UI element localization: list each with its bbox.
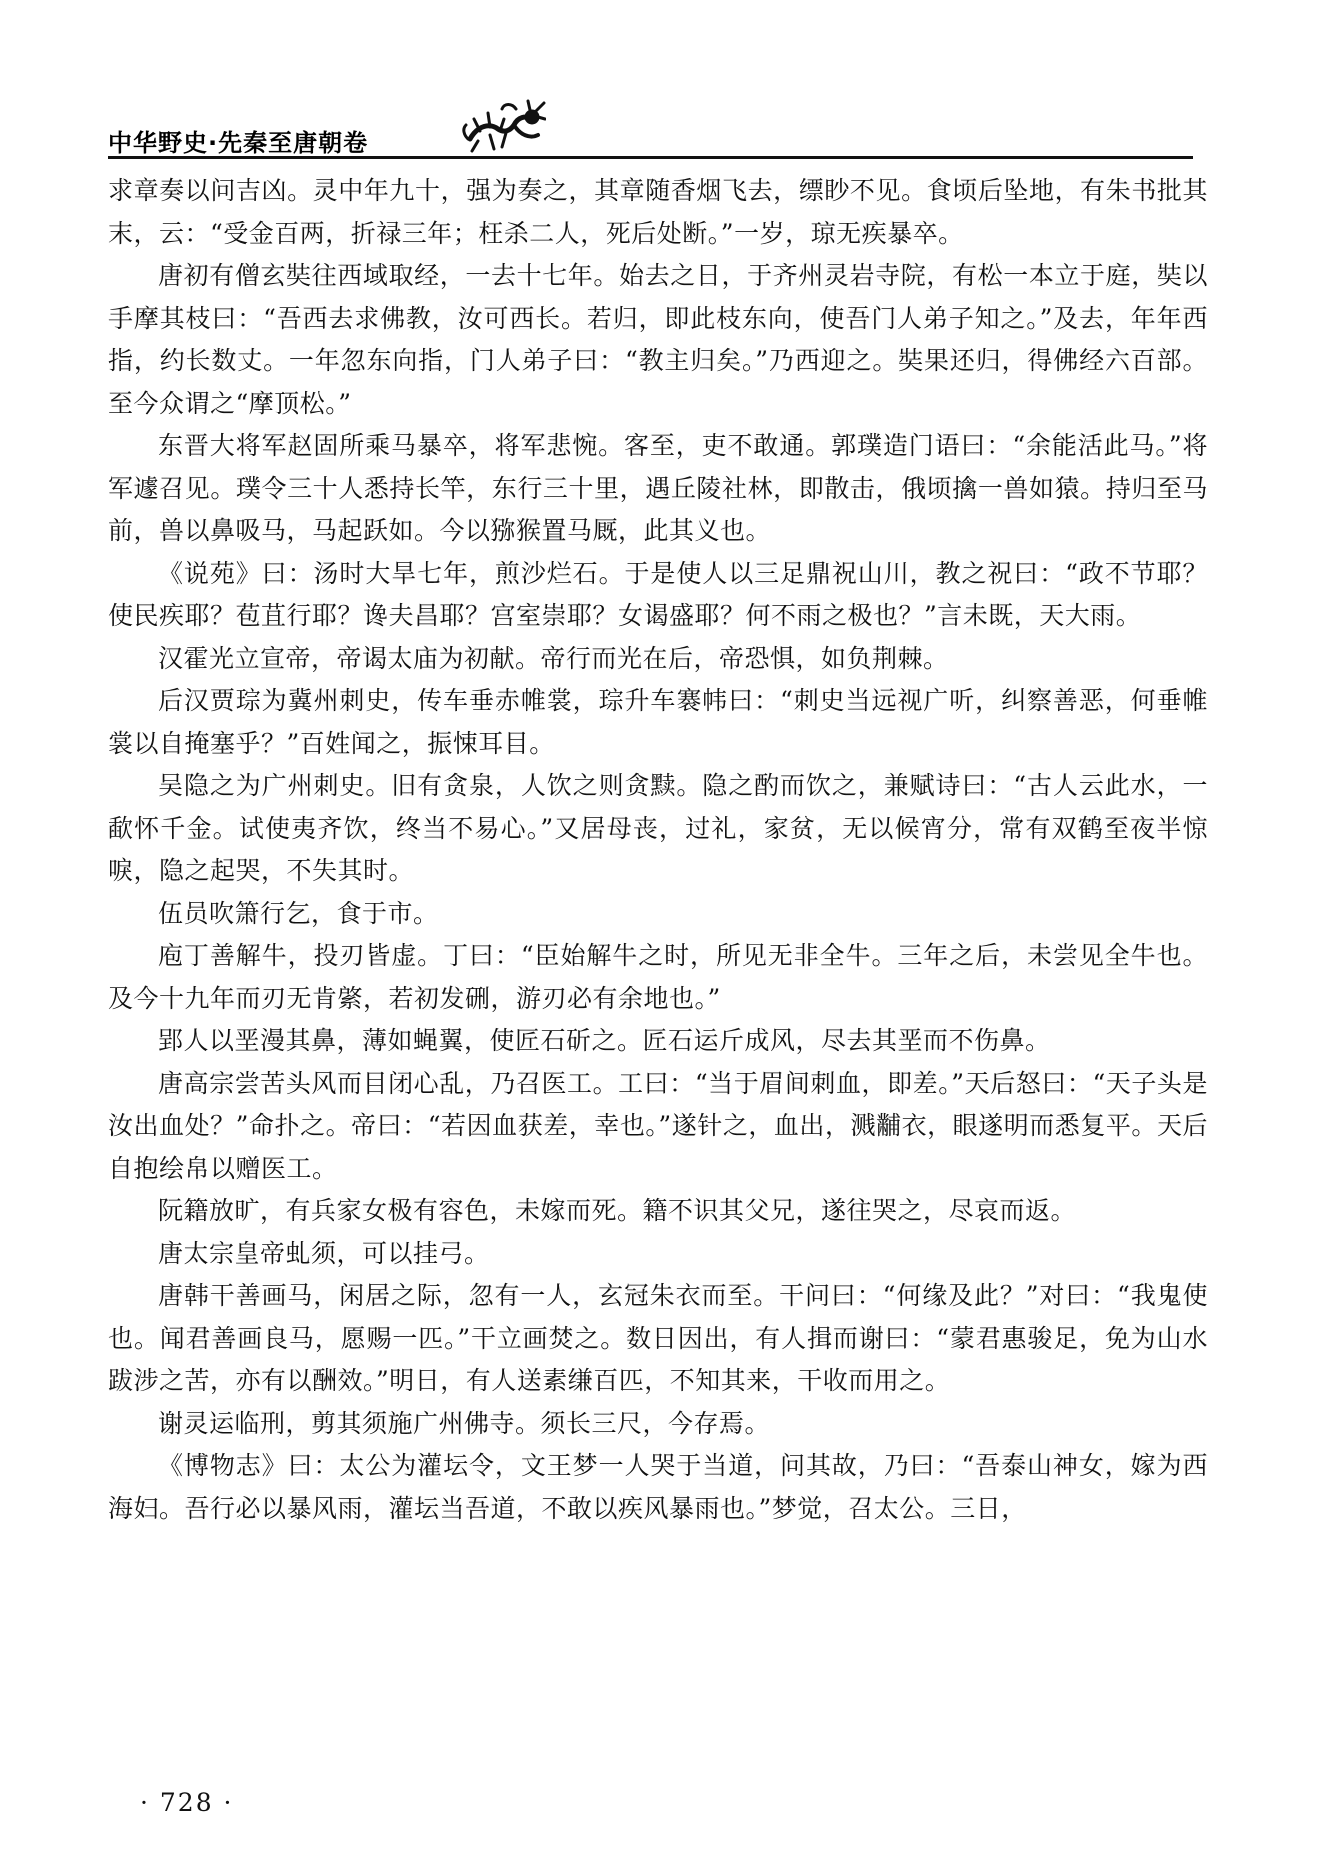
paragraph: 谢灵运临刑，剪其须施广州佛寺。须长三尺，今存焉。 [158, 1408, 771, 1438]
paragraph: 阮籍放旷，有兵家女极有容色，未嫁而死。籍不识其父兄，遂往哭之，尽哀而返。 [158, 1196, 1077, 1225]
book-title: 中华野史·先秦至唐朝卷 [108, 129, 369, 157]
paragraph: 唐高宗尝苦头风而目闭心乱，乃召医工。工曰：“当于眉间刺血，即差。”天后怒曰：“天子头是汝出血处？”命扑之。帝曰：“若因血获差，幸也。”遂针之，血出，溅黼衣，眼遂明而悉复平。天后自抱绘帛以赠医工。 [108, 1068, 1208, 1183]
paragraph: 求章奏以问吉凶。灵中年九十，强为奏之，其章随香烟飞去，缥眇不见。食顷后坠地，有朱书批其末，云：“受金百两，折禄三年；枉杀二人，死后处断。”一岁，琼无疾暴卒。 [108, 176, 1208, 248]
paragraph: 东晋大将军赵固所乘马暴卒，将军悲惋。客至，吏不敢通。郭璞造门语曰：“余能活此马。”将军遽召见。璞令三十人悉持长竿，东行三十里，遇丘陵社林，即散击，俄顷擒一兽如猿。持归至马前，兽以鼻吸马，马起跃如。今以猕猴置马厩，此其义也。 [108, 431, 1208, 545]
paragraph: 唐韩干善画马，闲居之际，忽有一人，玄冠朱衣而至。干问曰：“何缘及此？”对曰：“我鬼使也。闻君善画良马，愿赐一匹。”干立画焚之。数日因出，有人揖而谢曰：“蒙君惠骏足，免为山水跋涉之苦，亦有以酬效。”明日，有人送素缣百匹，不知其来，干收而用之。 [108, 1281, 1208, 1395]
paragraph: 唐太宗皇帝虬须，可以挂弓。 [158, 1238, 490, 1268]
paragraph: 汉霍光立宣帝，帝谒太庙为初献。帝行而光在后，帝恐惧，如负荆棘。 [158, 643, 949, 673]
page-number: · 728 · [140, 1788, 234, 1817]
paragraph: 《博物志》曰：太公为灌坛令，文王梦一人哭于当道，问其故，乃曰：“吾泰山神女，嫁为西海妇。吾行必以暴风雨，灌坛当吾道，不敢以疾风暴雨也。”梦觉，召太公。三日， [108, 1451, 1208, 1523]
paragraph: 唐初有僧玄奘往西域取经，一去十七年。始去之日，于齐州灵岩寺院，有松一本立于庭，奘以手摩其枝曰：“吾西去求佛教，汝可西长。若归，即此枝东向，使吾门人弟子知之。”及去，年年西指，约长数丈。一年忽东向指，门人弟子曰：“教主归矣。”乃西迎之。奘果还归，得佛经六百部。至今众谓之“摩顶松。” [108, 261, 1208, 418]
body-text [108, 170, 1208, 1530]
header-divider [108, 156, 1193, 159]
paragraph: 伍员吹箫行乞，食于市。 [158, 898, 439, 928]
dragon-emblem-icon [460, 95, 546, 153]
paragraph: 吴隐之为广州刺史。旧有贪泉，人饮之则贪黩。隐之酌而饮之，兼赋诗曰：“古人云此水，一歃怀千金。试使夷齐饮，终当不易心。”又居母丧，过礼，家贫，无以候宵分，常有双鹤至夜半惊唳，隐之起哭，不失其时。 [108, 771, 1208, 885]
paragraph: 庖丁善解牛，投刃皆虚。丁曰：“臣始解牛之时，所见无非全牛。三年之后，未尝见全牛也。及今十九年而刃无肯綮，若初发硎，游刃必有余地也。” [108, 941, 1208, 1013]
running-header [108, 95, 1198, 155]
paragraph: 《说苑》曰：汤时大旱七年，煎沙烂石。于是使人以三足鼎祝山川，教之祝曰：“政不节耶？使民疾耶？苞苴行耶？谗夫昌耶？宫室崇耶？女谒盛耶？何不雨之极也？”言未既，天大雨。 [108, 558, 1208, 630]
paragraph: 后汉贾琮为冀州刺史，传车垂赤帷裳，琮升车褰帏曰：“刺史当远视广听，纠察善恶，何垂帷裳以自掩塞乎？”百姓闻之，振悚耳目。 [108, 686, 1208, 758]
paragraph: 郢人以垩漫其鼻，薄如蝇翼，使匠石斫之。匠石运斤成风，尽去其垩而不伤鼻。 [158, 1026, 1051, 1055]
